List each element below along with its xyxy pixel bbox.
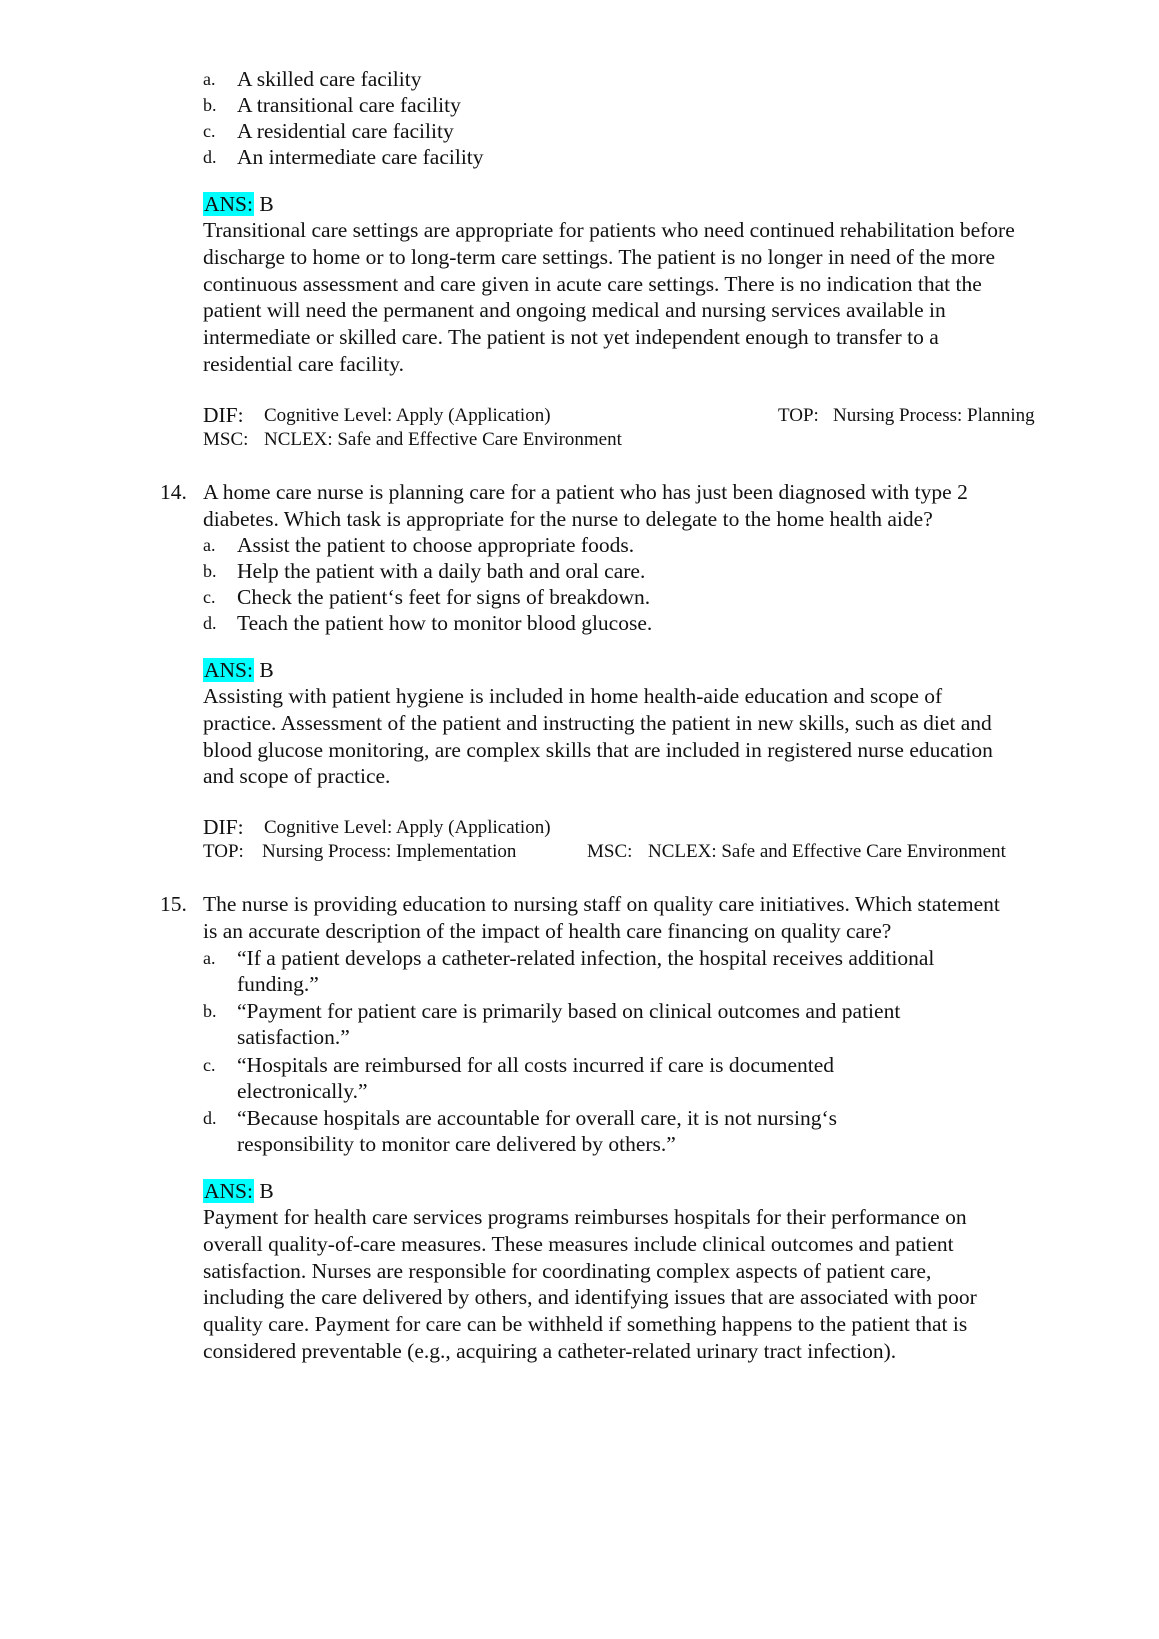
msc-label: MSC:: [203, 429, 249, 450]
rationale-line: Assisting with patient hygiene is included in home health-aide education and scope of: [203, 684, 943, 708]
dif-label: DIF:: [203, 815, 244, 839]
msc-value: NCLEX: Safe and Effective Care Environment: [648, 841, 1006, 862]
rationale-line: considered preventable (e.g., acquiring a catheter-related urinary tract infection).: [203, 1338, 897, 1363]
choice-letter: c.: [203, 1055, 216, 1075]
choice-letter: b.: [203, 561, 217, 581]
choice-text: Help the patient with a daily bath and oral care.: [237, 559, 646, 583]
stem-line: diabetes. Which task is appropriate for the nurse to delegate to the home health aide?: [203, 506, 933, 531]
rationale-line: intermediate or skilled care. The patient is not yet independent enough to transfer to a: [203, 325, 939, 350]
stem-line: The nurse is providing education to nursing staff on quality care initiatives. Which statement: [203, 892, 1000, 916]
choice-text: A residential care facility: [237, 119, 454, 143]
choice-text: responsibility to monitor care delivered by others.”: [237, 1132, 676, 1156]
choice-letter: c.: [203, 121, 216, 141]
choice-text: satisfaction.”: [237, 1025, 350, 1049]
choice-text: Check the patient‘s feet for signs of breakdown.: [237, 585, 651, 609]
q14-answer: [203, 657, 274, 683]
choice-letter: d.: [203, 613, 217, 633]
rationale-line: satisfaction. Nurses are responsible for coordinating complex aspects of patient care,: [203, 1258, 932, 1283]
answer-value: B: [259, 658, 274, 682]
choice-letter: a.: [203, 948, 216, 968]
choice-letter: b.: [203, 95, 217, 115]
choice-text: A transitional care facility: [237, 93, 461, 117]
rationale-line: quality care. Payment for care can be withheld if something happens to the patient that is: [203, 1312, 968, 1337]
rationale-line: Transitional care settings are appropriate for patients who need continued rehabilitation before: [203, 218, 1015, 242]
choice-text: electronically.”: [237, 1079, 368, 1103]
top-value: Nursing Process: Implementation: [262, 841, 517, 862]
top-label: TOP:: [778, 405, 819, 426]
rationale-line: continuous assessment and care given in acute care settings. There is no indication that the: [203, 271, 982, 296]
choice-text: “If a patient develops a catheter-related infection, the hospital receives additional: [237, 946, 935, 970]
rationale-line: and scope of practice.: [203, 764, 391, 789]
choice-text: A skilled care facility: [237, 67, 422, 91]
q15-answer: [203, 1178, 274, 1204]
choice-letter: c.: [203, 587, 216, 607]
q15-stem: [203, 891, 1103, 945]
rationale-line: discharge to home or to long-term care settings. The patient is no longer in need of the more: [203, 244, 996, 269]
rationale-line: residential care facility.: [203, 351, 404, 376]
top-label: TOP:: [203, 841, 244, 862]
answer-value: B: [259, 192, 274, 216]
stem-line: is an accurate description of the impact of health care financing on quality care?: [203, 918, 892, 943]
dif-label: DIF:: [203, 403, 244, 427]
choice-text: “Hospitals are reimbursed for all costs incurred if care is documented: [237, 1053, 835, 1077]
stem-line: A home care nurse is planning care for a patient who has just been diagnosed with type 2: [203, 480, 968, 504]
msc-value: NCLEX: Safe and Effective Care Environment: [264, 429, 622, 450]
choice-text: funding.”: [237, 972, 319, 996]
choice-text: Assist the patient to choose appropriate foods.: [237, 533, 635, 557]
choice-letter: a.: [203, 69, 216, 89]
choice-letter: d.: [203, 1108, 217, 1128]
q13-answer: [203, 191, 274, 217]
choice-text: Teach the patient how to monitor blood glucose.: [237, 611, 653, 635]
rationale-line: overall quality-of-care measures. These measures include clinical outcomes and patient: [203, 1231, 954, 1256]
answer-label: ANS:: [204, 658, 253, 682]
choice-text: “Payment for patient care is primarily based on clinical outcomes and patient: [237, 999, 901, 1023]
dif-value: Cognitive Level: Apply (Application): [264, 817, 551, 838]
q15-number: 15.: [160, 892, 187, 916]
rationale-line: blood glucose monitoring, are complex skills that are included in registered nurse education: [203, 737, 993, 762]
msc-label: MSC:: [587, 841, 633, 862]
rationale-line: patient will need the permanent and ongoing medical and nursing services available in: [203, 298, 946, 323]
rationale-line: including the care delivered by others, and identifying issues that are associated with poor: [203, 1285, 977, 1310]
choice-letter: b.: [203, 1001, 217, 1021]
q14-stem: [203, 479, 1103, 533]
top-value: Nursing Process: Planning: [833, 405, 1035, 426]
choice-letter: a.: [203, 535, 216, 555]
answer-value: B: [259, 1179, 274, 1203]
q14-number: 14.: [160, 480, 187, 504]
choice-text: An intermediate care facility: [237, 145, 484, 169]
rationale-line: practice. Assessment of the patient and instructing the patient in new skills, such as diet and: [203, 710, 992, 735]
dif-value: Cognitive Level: Apply (Application): [264, 405, 551, 426]
q15-rationale: [203, 1204, 1103, 1365]
q14-rationale: [203, 683, 1103, 790]
rationale-line: Payment for health care services programs reimburses hospitals for their performance on: [203, 1205, 967, 1229]
answer-label: ANS:: [204, 192, 253, 216]
choice-letter: d.: [203, 147, 217, 167]
choice-text: “Because hospitals are accountable for overall care, it is not nursing‘s: [237, 1106, 837, 1130]
q13-rationale: [203, 217, 1103, 378]
answer-label: ANS:: [204, 1179, 253, 1203]
